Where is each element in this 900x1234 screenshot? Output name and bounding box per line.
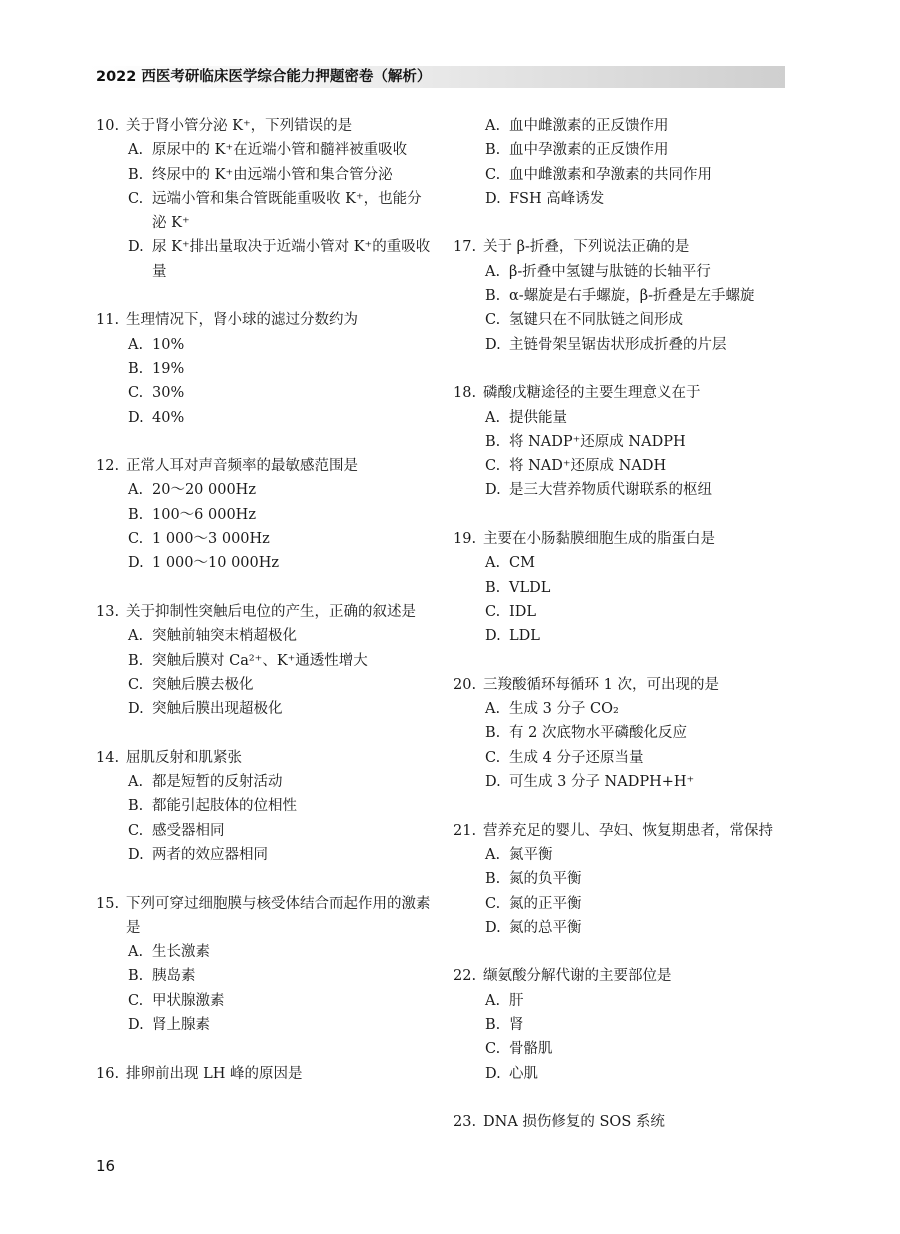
option-letter: B.: [485, 1016, 501, 1033]
option-letter: C.: [485, 895, 501, 912]
answer-option: [128, 624, 436, 648]
option-text: 有 2 次底物水平磷酸化反应: [509, 725, 687, 742]
answer-option: [485, 600, 793, 624]
answer-option: [128, 138, 436, 162]
question-block: [453, 235, 793, 356]
option-list: [453, 697, 793, 794]
option-text: 突触前轴突末梢超极化: [152, 628, 297, 645]
question-text: 主要在小肠黏膜细胞生成的脂蛋白是: [483, 531, 715, 548]
option-letter: C.: [128, 822, 144, 839]
answer-option: [485, 551, 793, 575]
option-list: [453, 406, 793, 503]
question-number: 16.: [96, 1065, 120, 1082]
question-number: 19.: [453, 531, 477, 548]
option-text: 突触后膜出现超极化: [152, 701, 283, 718]
answer-option: [485, 746, 793, 770]
question-stem: [96, 600, 436, 624]
option-list: [96, 770, 436, 867]
question-number: 21.: [453, 822, 477, 839]
option-text: IDL: [509, 603, 536, 620]
answer-option: [485, 430, 793, 454]
question-text: 磷酸戊糖途径的主要生理意义在于: [483, 385, 701, 402]
option-text: 生成 3 分子 CO₂: [509, 701, 619, 718]
option-letter: D.: [485, 628, 501, 645]
answer-option: [128, 1013, 436, 1037]
question-text: DNA 损伤修复的 SOS 系统: [483, 1114, 665, 1131]
option-letter: C.: [128, 531, 144, 548]
option-text: 都是短暂的反射活动: [152, 774, 283, 791]
answer-option: [128, 503, 436, 527]
option-letter: B.: [485, 433, 501, 450]
option-letter: D.: [485, 482, 501, 499]
option-text: 远端小管和集合管既能重吸收 K⁺，也能分泌 K⁺: [152, 190, 422, 232]
option-letter: B.: [128, 798, 144, 815]
option-text: 氮的正平衡: [509, 895, 582, 912]
answer-option: [485, 916, 793, 940]
option-text: 血中雌激素的正反馈作用: [509, 118, 669, 134]
option-letter: D.: [128, 555, 144, 572]
left-question-column: [96, 114, 436, 1110]
question-text: 正常人耳对声音频率的最敏感范围是: [126, 458, 358, 475]
answer-option: [485, 576, 793, 600]
option-text: β-折叠中氢键与肽链的长轴平行: [509, 263, 711, 280]
question-text: 屈肌反射和肌紧张: [126, 749, 242, 766]
question-number: 11.: [96, 312, 120, 329]
option-text: 氮的负平衡: [509, 871, 582, 888]
answer-option: [485, 138, 793, 162]
option-text: 19%: [152, 360, 185, 377]
answer-option: [128, 235, 436, 284]
option-text: 生成 4 分子还原当量: [509, 749, 644, 766]
question-number: 18.: [453, 385, 477, 402]
option-text: 骨骼肌: [509, 1041, 553, 1058]
question-stem: [96, 892, 436, 941]
option-text: 40%: [152, 409, 185, 426]
option-text: 突触后膜去极化: [152, 676, 254, 693]
option-list: [96, 624, 436, 721]
option-list: [96, 940, 436, 1037]
option-text: 突触后膜对 Ca²⁺、K⁺通透性增大: [152, 652, 368, 669]
option-text: 1 000～10 000Hz: [152, 555, 280, 572]
option-text: 主链骨架呈锯齿状形成折叠的片层: [509, 336, 727, 353]
option-text: 氮平衡: [509, 846, 553, 863]
option-text: 都能引起肢体的位相性: [152, 798, 297, 815]
page-header-title: 2022 西医考研临床医学综合能力押题密卷（解析）: [96, 69, 432, 85]
question-text: 关于 β-折叠，下列说法正确的是: [483, 239, 690, 256]
option-letter: B.: [485, 871, 501, 888]
question-number: 23.: [453, 1114, 477, 1131]
option-text: 100～6 000Hz: [152, 506, 256, 523]
option-text: 将 NADP⁺还原成 NADPH: [509, 433, 686, 450]
option-text: 氮的总平衡: [509, 919, 582, 936]
answer-option: [485, 454, 793, 478]
option-text: 终尿中的 K⁺由远端小管和集合管分泌: [152, 166, 393, 183]
question-number: 20.: [453, 676, 477, 693]
question-block: [96, 892, 436, 1038]
option-text: 可生成 3 分子 NADPH+H⁺: [509, 774, 695, 791]
option-text: 是三大营养物质代谢联系的枢纽: [509, 482, 712, 499]
option-letter: C.: [485, 312, 501, 329]
option-letter: A.: [128, 142, 144, 159]
option-letter: C.: [128, 676, 144, 693]
option-letter: C.: [485, 603, 501, 620]
option-text: 氢键只在不同肽链之间形成: [509, 312, 683, 329]
answer-option: [485, 1037, 793, 1061]
option-letter: D.: [128, 846, 144, 863]
question-block: [453, 673, 793, 794]
option-letter: B.: [128, 506, 144, 523]
question-stem: [453, 381, 793, 405]
option-list: [453, 114, 793, 211]
option-letter: D.: [128, 409, 144, 426]
question-stem: [453, 819, 793, 843]
option-letter: B.: [128, 360, 144, 377]
option-letter: A.: [485, 992, 501, 1009]
answer-option: [485, 114, 793, 138]
answer-option: [128, 333, 436, 357]
right-question-column: [453, 114, 793, 1159]
option-letter: C.: [485, 749, 501, 766]
option-text: α-螺旋是右手螺旋，β-折叠是左手螺旋: [509, 288, 755, 305]
question-block: [96, 114, 436, 284]
answer-option: [485, 721, 793, 745]
option-list: [96, 478, 436, 575]
question-block: [453, 527, 793, 648]
question-block: [453, 114, 793, 211]
option-letter: A.: [128, 482, 144, 499]
option-text: LDL: [509, 628, 540, 645]
answer-option: [128, 940, 436, 964]
question-stem: [96, 114, 436, 138]
question-block: [453, 1110, 793, 1134]
answer-option: [485, 697, 793, 721]
option-letter: A.: [128, 774, 144, 791]
question-block: [96, 454, 436, 575]
question-number: 13.: [96, 603, 120, 620]
question-text: 下列可穿过细胞膜与核受体结合而起作用的激素是: [126, 895, 431, 936]
question-block: [453, 819, 793, 940]
answer-option: [485, 333, 793, 357]
question-stem: [453, 527, 793, 551]
option-list: [96, 333, 436, 430]
option-letter: A.: [485, 846, 501, 863]
option-letter: D.: [485, 919, 501, 936]
question-stem: [453, 964, 793, 988]
answer-option: [485, 843, 793, 867]
option-letter: A.: [128, 628, 144, 645]
option-letter: B.: [128, 652, 144, 669]
answer-option: [128, 357, 436, 381]
answer-option: [485, 284, 793, 308]
option-letter: C.: [485, 166, 501, 183]
question-block: [96, 1062, 436, 1086]
option-letter: C.: [128, 385, 144, 402]
question-stem: [453, 1110, 793, 1134]
option-list: [453, 551, 793, 648]
answer-option: [485, 406, 793, 430]
option-list: [453, 989, 793, 1086]
question-stem: [96, 1062, 436, 1086]
option-text: 两者的效应器相同: [152, 846, 268, 863]
answer-option: [128, 406, 436, 430]
answer-option: [485, 867, 793, 891]
option-text: 肝: [509, 992, 524, 1009]
option-text: 肾: [509, 1016, 524, 1033]
question-number: 22.: [453, 968, 477, 985]
answer-option: [485, 1062, 793, 1086]
option-letter: D.: [128, 1016, 144, 1033]
answer-option: [485, 308, 793, 332]
option-text: 甲状腺激素: [152, 992, 225, 1009]
option-letter: D.: [485, 190, 501, 207]
option-letter: C.: [485, 1041, 501, 1058]
answer-option: [485, 1013, 793, 1037]
page-number: 16: [96, 1157, 116, 1175]
option-text: 提供能量: [509, 409, 567, 426]
answer-option: [485, 478, 793, 502]
option-list: [453, 260, 793, 357]
question-number: 17.: [453, 239, 477, 256]
option-letter: B.: [485, 142, 501, 159]
question-stem: [96, 454, 436, 478]
question-text: 排卵前出现 LH 峰的原因是: [126, 1065, 303, 1082]
option-letter: D.: [128, 239, 144, 256]
option-letter: A.: [485, 263, 501, 280]
answer-option: [485, 624, 793, 648]
option-text: 原尿中的 K⁺在近端小管和髓袢被重吸收: [152, 142, 408, 159]
question-stem: [453, 235, 793, 259]
option-letter: B.: [485, 579, 501, 596]
answer-option: [128, 697, 436, 721]
answer-option: [485, 187, 793, 211]
option-list: [96, 138, 436, 284]
option-letter: A.: [128, 336, 144, 353]
option-text: 感受器相同: [152, 822, 225, 839]
question-block: [96, 600, 436, 721]
option-text: VLDL: [509, 579, 551, 596]
option-letter: A.: [485, 118, 501, 134]
option-letter: C.: [128, 992, 144, 1009]
option-letter: C.: [485, 458, 501, 475]
option-letter: B.: [485, 725, 501, 742]
answer-option: [485, 989, 793, 1013]
answer-option: [128, 819, 436, 843]
option-letter: A.: [485, 555, 501, 572]
option-text: 血中孕激素的正反馈作用: [509, 142, 669, 159]
answer-option: [485, 892, 793, 916]
option-text: 生长激素: [152, 944, 210, 961]
question-number: 10.: [96, 118, 120, 134]
answer-option: [128, 770, 436, 794]
option-text: FSH 高峰诱发: [509, 190, 605, 207]
option-letter: D.: [485, 1065, 501, 1082]
answer-option: [128, 843, 436, 867]
answer-option: [128, 163, 436, 187]
question-number: 14.: [96, 749, 120, 766]
option-letter: A.: [485, 409, 501, 426]
question-block: [96, 308, 436, 429]
option-text: 胰岛素: [152, 968, 196, 985]
option-letter: C.: [128, 190, 144, 207]
option-text: 将 NAD⁺还原成 NADH: [509, 458, 667, 475]
option-letter: D.: [485, 774, 501, 791]
question-stem: [96, 308, 436, 332]
option-text: 肾上腺素: [152, 1016, 210, 1033]
question-block: [96, 746, 436, 867]
question-text: 三羧酸循环每循环 1 次，可出现的是: [483, 676, 719, 693]
answer-option: [128, 551, 436, 575]
option-letter: D.: [485, 336, 501, 353]
question-number: 12.: [96, 458, 120, 475]
answer-option: [485, 770, 793, 794]
answer-option: [485, 260, 793, 284]
option-text: 1 000～3 000Hz: [152, 531, 270, 548]
question-text: 关于肾小管分泌 K⁺，下列错误的是: [126, 118, 353, 134]
question-text: 营养充足的婴儿、孕妇、恢复期患者，常保持: [483, 822, 773, 839]
answer-option: [128, 649, 436, 673]
option-letter: D.: [128, 701, 144, 718]
option-text: 20～20 000Hz: [152, 482, 256, 499]
option-text: CM: [509, 555, 535, 572]
question-text: 缬氨酸分解代谢的主要部位是: [483, 968, 672, 985]
option-text: 心肌: [509, 1065, 538, 1082]
option-text: 血中雌激素和孕激素的共同作用: [509, 166, 712, 183]
option-text: 30%: [152, 385, 185, 402]
option-letter: A.: [128, 944, 144, 961]
answer-option: [128, 989, 436, 1013]
answer-option: [128, 794, 436, 818]
option-letter: B.: [485, 288, 501, 305]
answer-option: [128, 478, 436, 502]
question-number: 15.: [96, 895, 120, 912]
question-block: [453, 381, 793, 502]
question-stem: [96, 746, 436, 770]
answer-option: [128, 527, 436, 551]
option-text: 尿 K⁺排出量取决于近端小管对 K⁺的重吸收量: [152, 239, 431, 280]
question-text: 关于抑制性突触后电位的产生，正确的叙述是: [126, 603, 416, 620]
question-text: 生理情况下，肾小球的滤过分数约为: [126, 312, 358, 329]
option-text: 10%: [152, 336, 185, 353]
answer-option: [485, 163, 793, 187]
answer-option: [128, 381, 436, 405]
option-list: [453, 843, 793, 940]
question-stem: [453, 673, 793, 697]
answer-option: [128, 673, 436, 697]
answer-option: [128, 964, 436, 988]
option-letter: B.: [128, 166, 144, 183]
option-letter: A.: [485, 701, 501, 718]
answer-option: [128, 187, 436, 236]
option-letter: B.: [128, 968, 144, 985]
question-block: [453, 964, 793, 1085]
